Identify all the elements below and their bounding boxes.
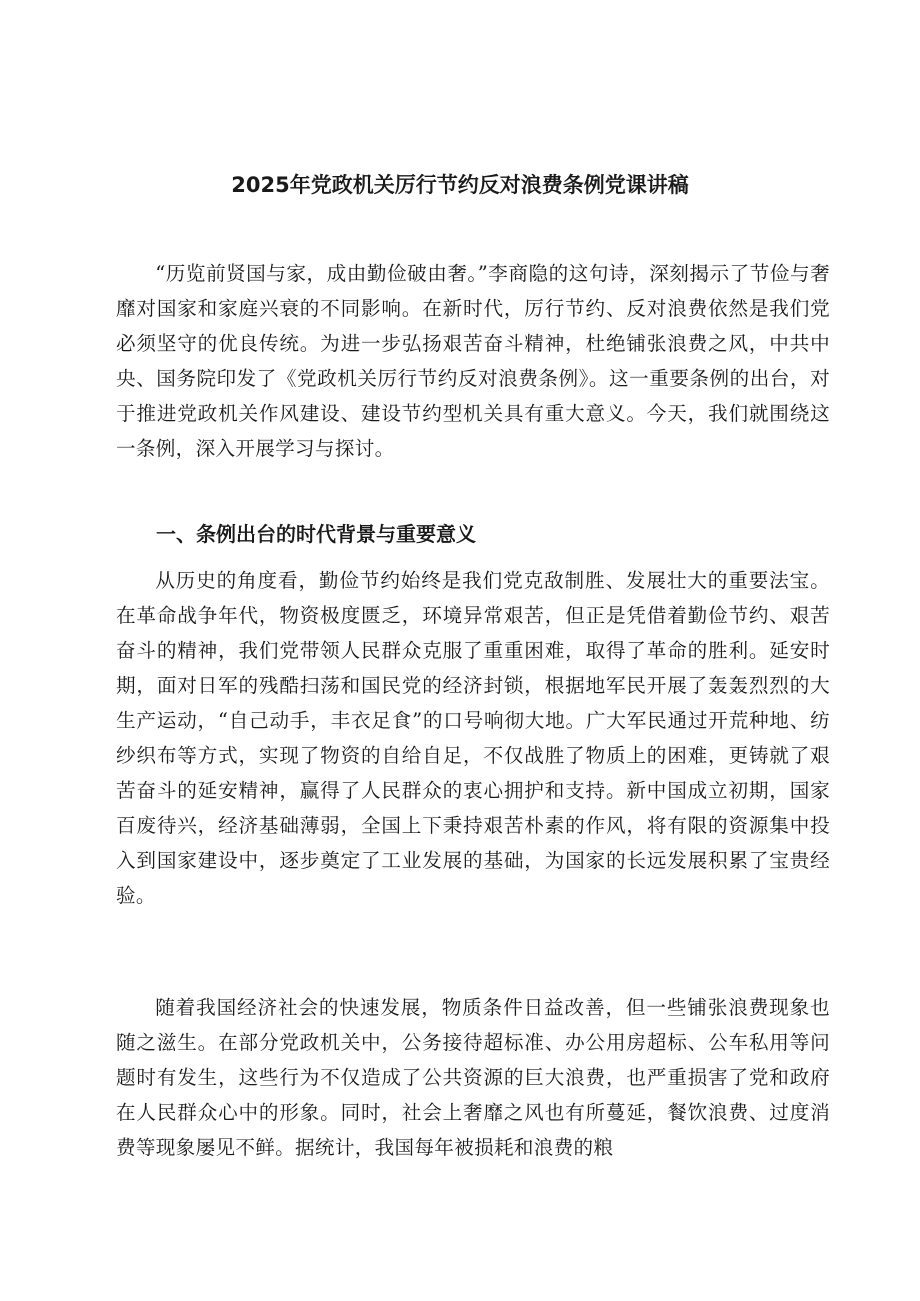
current-situation-paragraph: 随着我国经济社会的快速发展，物质条件日益改善，但一些铺张浪费现象也随之滋生。在部分党政机关中，公务接待超标准、办公用房超标、公车私用等问题时有发生，这些行为不仅造成了公共资源的巨大浪费，也严重损害了党和政府在人民群众心中的形象。同时，社会上奢靡之风也有所蔓延，餐饮浪费、过度消费等现象屡见不鲜。据统计，我国每年被损耗和浪费的粮 [116,996,830,1159]
intro-paragraph: “历览前贤国与家，成由勤俭破由奢。”李商隐的这句诗，深刻揭示了节俭与奢靡对国家和家庭兴衰的不同影响。在新时代，厉行节约、反对浪费依然是我们党必须坚守的优良传统。为进一步弘扬艰苦奋斗精神，杜绝铺张浪费之风，中共中央、国务院印发了《党政机关厉行节约反对浪费条例》。这一重要条例的出台，对于推进党政机关作风建设、建设节约型机关具有重大意义。今天，我们就围绕这一条例，深入开展学习与探讨。 [116,262,830,460]
history-paragraph: 从历史的角度看，勤俭节约始终是我们党克敌制胜、发展壮大的重要法宝。在革命战争年代，物资极度匮乏，环境异常艰苦，但正是凭借着勤俭节约、艰苦奋斗的精神，我们党带领人民群众克服了重重困难，取得了革命的胜利。延安时期，面对日军的残酷扫荡和国民党的经济封锁，根据地军民开展了轰轰烈烈的大生产运动，“自己动手，丰衣足食”的口号响彻大地。广大军民通过开荒种地、纺纱织布等方式，实现了物资的自给自足，不仅战胜了物质上的困难，更铸就了艰苦奋斗的延安精神，赢得了人民群众的衷心拥护和支持。新中国成立初期，国家百废待兴，经济基础薄弱，全国上下秉持艰苦朴素的作风，将有限的资源集中投入到国家建设中，逐步奠定了工业发展的基础，为国家的长远发展积累了宝贵经验。 [116,569,830,907]
document-title: 2025年党政机关厉行节约反对浪费条例党课讲稿 [231,173,689,197]
section-heading: 一、条例出台的时代背景与重要意义 [156,522,476,546]
